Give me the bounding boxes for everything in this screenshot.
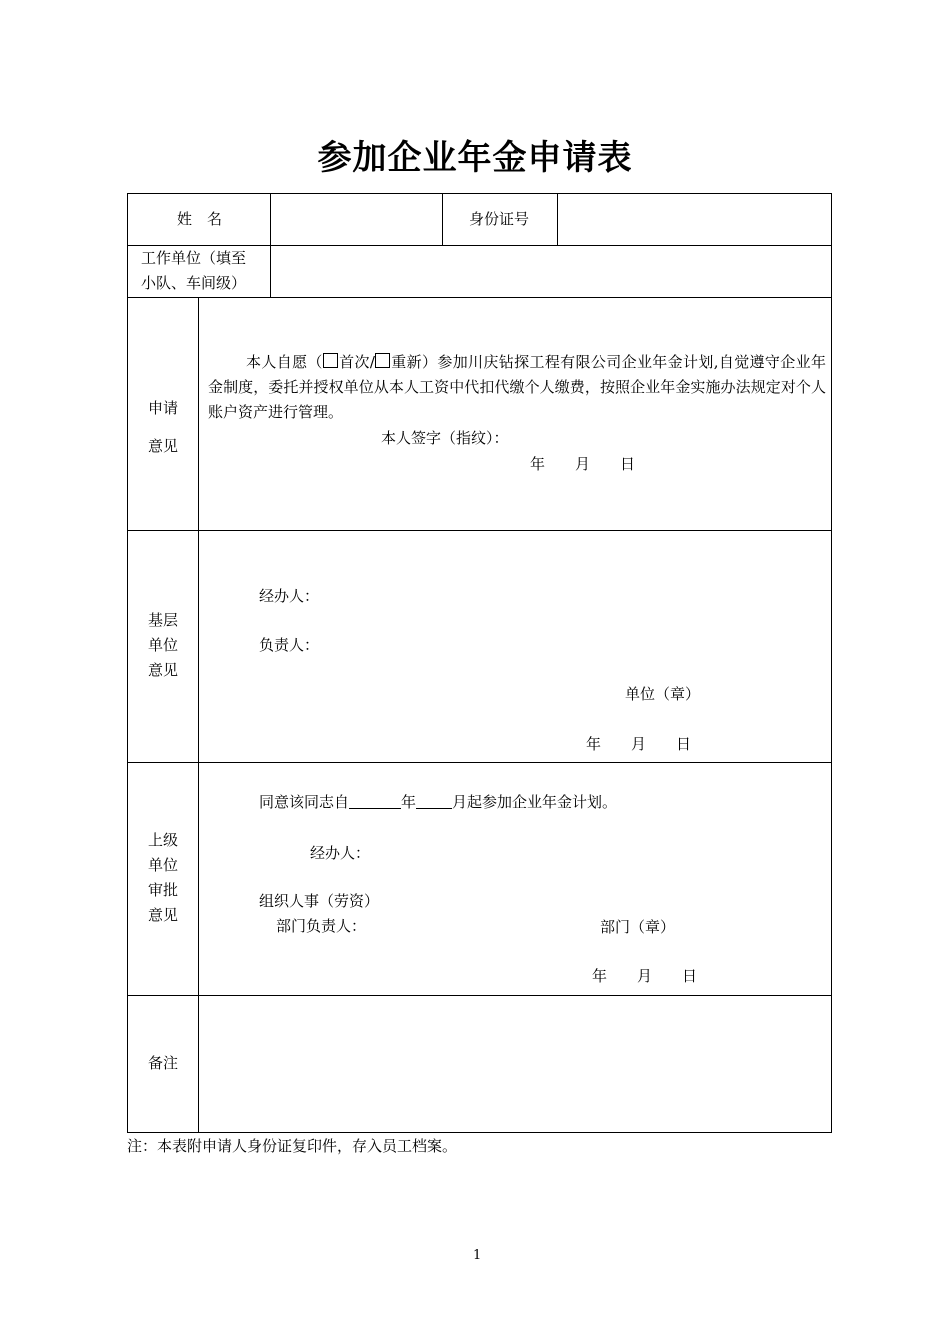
- hr-dept-leader-label: 组织人事（劳资） 部门负责人：: [259, 892, 380, 935]
- footnote: 注：本表附申请人身份证复印件，存入员工档案。: [127, 1137, 458, 1155]
- name-label: 姓 名: [177, 210, 223, 228]
- apply-date: 年 月 日: [530, 455, 636, 473]
- re-enroll-checkbox[interactable]: [375, 353, 390, 368]
- upper-date: 年 月 日: [592, 967, 698, 985]
- name-field[interactable]: [276, 209, 436, 229]
- start-year-blank[interactable]: [349, 794, 401, 809]
- applicant-signature-label: 本人签字（指纹）：: [381, 429, 509, 447]
- remarks-label: 备注: [148, 1054, 179, 1072]
- apply-statement: 本人自愿（ 首次/ 重新）参加川庆钻探工程有限公司企业年金计划,自觉遵守企业年金制度，委托并授权单位从本人工资中代扣代缴个人缴费，按照企业年金实施办法规定对个人账户资产进行管理。: [208, 353, 826, 421]
- work-unit-field[interactable]: [276, 261, 826, 281]
- base-leader-label: 负责人：: [259, 636, 320, 654]
- form-title: 参加企业年金申请表: [317, 138, 633, 178]
- base-date: 年 月 日: [586, 735, 692, 753]
- first-time-checkbox[interactable]: [323, 353, 338, 368]
- base-unit-opinion-label: 基层 单位 意见: [148, 611, 179, 679]
- upper-handler-label: 经办人：: [310, 844, 371, 862]
- id-number-label: 身份证号: [469, 210, 530, 228]
- unit-seal-label: 单位（章）: [625, 685, 701, 703]
- work-unit-label: 工作单位（填至 小队、车间级）: [141, 249, 247, 292]
- agree-statement: 同意该同志自 年 月起参加企业年金计划。: [259, 793, 618, 811]
- upper-unit-approval-label: 上级 单位 审批 意见: [148, 831, 179, 924]
- base-handler-label: 经办人：: [259, 587, 320, 605]
- remarks-field[interactable]: [206, 1053, 824, 1073]
- page-number: 1: [473, 1248, 482, 1263]
- apply-opinion-label: 申请 意见: [148, 399, 179, 455]
- dept-seal-label: 部门（章）: [600, 918, 676, 936]
- id-number-field[interactable]: [563, 209, 823, 229]
- start-month-blank[interactable]: [416, 794, 452, 809]
